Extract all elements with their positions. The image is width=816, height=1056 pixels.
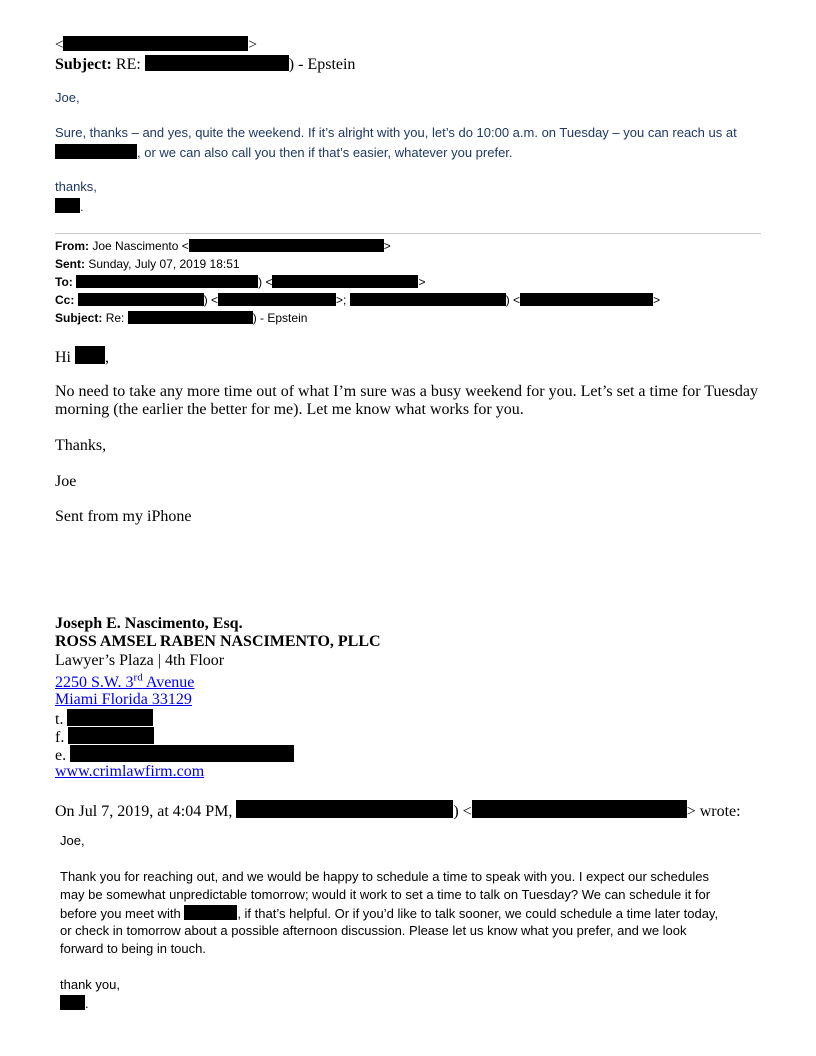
cc-sep3: ) < xyxy=(505,293,521,307)
redaction xyxy=(63,36,248,51)
reply-closing: thanks, xyxy=(55,179,97,194)
redaction xyxy=(55,198,80,213)
redaction xyxy=(60,995,85,1010)
quoted-intro-post: > wrote: xyxy=(686,803,741,820)
cc-sep1: ) < xyxy=(203,293,219,307)
redaction xyxy=(189,239,384,252)
reply-line2-text: , or we can also call you then if that’s easier, whatever you prefer. xyxy=(137,145,513,160)
subject-re: Re: xyxy=(105,311,125,325)
gt-char: > xyxy=(418,275,426,289)
top-address-line xyxy=(55,36,257,54)
from-value: Joe Nascimento < xyxy=(92,239,189,253)
quoted-intro xyxy=(55,800,741,821)
website-link[interactable]: www.crimlawfirm.com xyxy=(55,763,205,780)
sig-phone xyxy=(55,709,153,729)
subject-label: Subject: xyxy=(55,56,112,73)
redaction xyxy=(128,311,253,324)
redaction xyxy=(236,800,453,818)
sig-fax xyxy=(55,727,154,747)
reply-line2 xyxy=(55,144,513,160)
hi-comma: , xyxy=(105,349,109,366)
joe-para1-line1: No need to take any more time out of what I’m sure was a busy weekend for you. Let’s set a time for Tuesday xyxy=(55,383,758,400)
gt-char: > xyxy=(653,293,661,307)
e-label: e. xyxy=(55,747,67,764)
reply-line1: Sure, thanks – and yes, quite the weekend. If it’s alright with you, let’s do 10:00 a.m. on Tuesday – you can reach us at xyxy=(55,125,737,140)
address-link[interactable] xyxy=(55,674,194,691)
reply-period: . xyxy=(80,199,84,214)
cc-label: Cc: xyxy=(55,293,75,307)
address-city-link[interactable]: Miami Florida 33129 xyxy=(55,691,192,708)
header-divider xyxy=(55,233,761,234)
subject-label: Subject: xyxy=(55,311,103,325)
subject-suffix: ) - Epstein xyxy=(252,311,308,325)
redaction xyxy=(472,800,687,818)
quoted-line4: or check in tomorrow about a possible afternoon discussion. Please let us know what you prefer, and we look xyxy=(60,923,687,938)
quoted-intro-pre: On Jul 7, 2019, at 4:04 PM, xyxy=(55,803,233,820)
joe-hi xyxy=(55,346,109,367)
redaction xyxy=(75,346,105,364)
address-post: Avenue xyxy=(142,674,195,692)
redaction xyxy=(55,144,137,159)
quoted-line3-pre: before you meet with xyxy=(60,906,181,921)
address-sup: rd xyxy=(133,672,143,684)
sig-email xyxy=(55,745,294,765)
redaction xyxy=(218,293,336,306)
quoted-line1: Thank you for reaching out, and we would be happy to schedule a time to speak with you. I expect our schedules xyxy=(60,869,709,884)
reply-signoff xyxy=(55,198,84,214)
quoted-period: . xyxy=(85,996,89,1011)
redaction xyxy=(68,727,154,744)
quoted-closing: thank you, xyxy=(60,977,120,992)
sig-building: Lawyer’s Plaza | 4th Floor xyxy=(55,652,225,669)
lt-char: < xyxy=(55,37,64,53)
gt-char: > xyxy=(248,37,257,53)
to-sep: ) < xyxy=(258,275,273,289)
quoted-line2: may be somewhat unpredictable tomorrow; would it work to set a time to talk on Tuesday? We can schedule it for xyxy=(60,887,711,902)
joe-para1-line2: morning (the earlier the better for me). Let me know what works for you. xyxy=(55,401,524,418)
header-from xyxy=(55,239,391,253)
hi-word: Hi xyxy=(55,349,71,366)
joe-name: Joe xyxy=(55,473,77,490)
f-label: f. xyxy=(55,729,65,746)
quoted-greeting: Joe, xyxy=(60,833,85,848)
sig-address-line2 xyxy=(55,691,192,709)
reply-greeting: Joe, xyxy=(55,90,80,105)
sig-firm: ROSS AMSEL RABEN NASCIMENTO, PLLC xyxy=(55,633,381,650)
subject-suffix: ) - Epstein xyxy=(288,56,356,73)
quoted-line3-post: , if that’s helpful. Or if you’d like to talk sooner, we could schedule a time later today, xyxy=(237,906,719,921)
gt-char: > xyxy=(383,239,391,253)
from-label: From: xyxy=(55,239,89,253)
redaction xyxy=(78,293,204,306)
redaction xyxy=(272,275,418,288)
subject-re: RE: xyxy=(115,56,141,73)
address-pre: 2250 S.W. 3 xyxy=(55,674,134,692)
sent-value: Sunday, July 07, 2019 18:51 xyxy=(88,257,240,271)
redaction xyxy=(350,293,506,306)
header-subject xyxy=(55,311,307,325)
redaction xyxy=(184,905,237,920)
header-to xyxy=(55,275,425,289)
sent-label: Sent: xyxy=(55,257,85,271)
cc-sep2: >; xyxy=(336,293,347,307)
sig-address-line1 xyxy=(55,672,194,692)
joe-sent-from: Sent from my iPhone xyxy=(55,508,192,525)
to-label: To: xyxy=(55,275,73,289)
t-label: t. xyxy=(55,711,64,728)
redaction xyxy=(145,55,289,71)
header-sent xyxy=(55,257,240,271)
sig-name: Joseph E. Nascimento, Esq. xyxy=(55,615,243,632)
sig-website xyxy=(55,763,204,781)
quoted-signoff xyxy=(60,995,89,1011)
redaction xyxy=(70,745,294,762)
redaction xyxy=(76,275,258,288)
quoted-intro-mid: ) < xyxy=(453,803,472,820)
redaction xyxy=(520,293,653,306)
header-cc xyxy=(55,293,660,307)
quoted-line5: forward to being in touch. xyxy=(60,941,206,956)
top-subject-line xyxy=(55,55,355,74)
redaction xyxy=(67,709,153,726)
quoted-line3 xyxy=(60,905,718,921)
joe-thanks: Thanks, xyxy=(55,437,107,454)
